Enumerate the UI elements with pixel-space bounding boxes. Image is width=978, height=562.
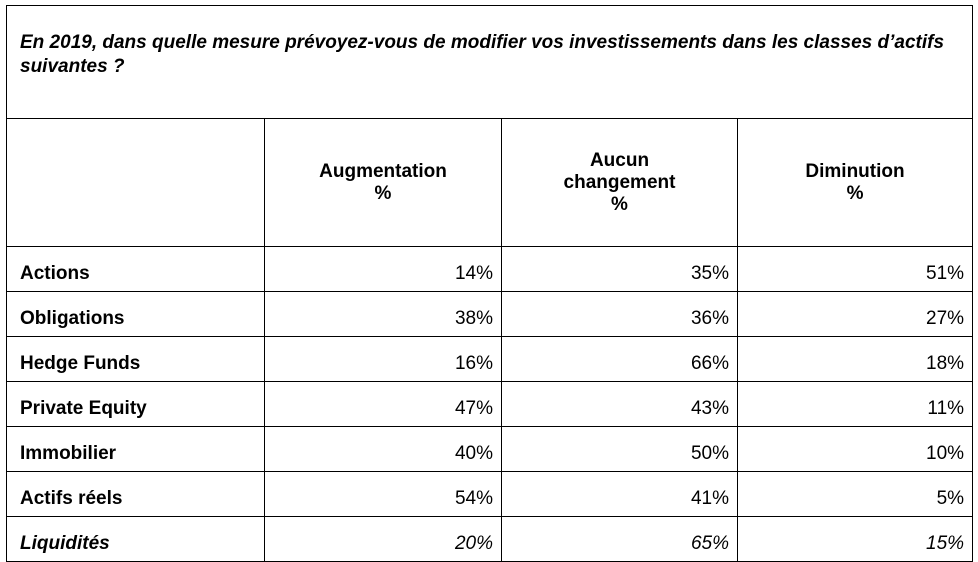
- table-row: [7, 247, 973, 292]
- row-label: Liquidités: [7, 517, 265, 562]
- row-label: Actifs réels: [7, 472, 265, 517]
- row-label: Immobilier: [7, 427, 265, 472]
- table-body: [7, 247, 973, 562]
- empty-header-cell: [7, 119, 265, 247]
- header-augmentation-unit: %: [374, 182, 392, 204]
- table-row: [7, 472, 973, 517]
- aucun-changement-value: 50%: [502, 427, 738, 472]
- aucun-changement-value: 41%: [502, 472, 738, 517]
- survey-table-container: [6, 5, 973, 554]
- aucun-changement-value: 65%: [502, 517, 738, 562]
- header-diminution: [738, 119, 973, 247]
- header-aucun-changement-unit: %: [611, 193, 628, 215]
- augmentation-value: 16%: [265, 337, 502, 382]
- diminution-value: 11%: [738, 382, 973, 427]
- aucun-changement-value: 66%: [502, 337, 738, 382]
- augmentation-value: 14%: [265, 247, 502, 292]
- question-cell: [7, 6, 973, 119]
- aucun-changement-value: 43%: [502, 382, 738, 427]
- augmentation-value: 40%: [265, 427, 502, 472]
- header-diminution-label: Diminution: [805, 160, 905, 182]
- table-row: [7, 517, 973, 562]
- question-row: [7, 6, 973, 119]
- augmentation-value: 54%: [265, 472, 502, 517]
- diminution-value: 18%: [738, 337, 973, 382]
- table-row: [7, 382, 973, 427]
- question-text: En 2019, dans quelle mesure prévoyez-vous de modifier vos investissements dans les classes d’actifs suivantes ?: [20, 32, 945, 77]
- aucun-changement-value: 36%: [502, 292, 738, 337]
- column-header-row: [7, 119, 973, 247]
- diminution-value: 15%: [738, 517, 973, 562]
- augmentation-value: 47%: [265, 382, 502, 427]
- header-augmentation: [265, 119, 502, 247]
- diminution-value: 51%: [738, 247, 973, 292]
- diminution-value: 10%: [738, 427, 973, 472]
- row-label: Actions: [7, 247, 265, 292]
- aucun-changement-value: 35%: [502, 247, 738, 292]
- table-row: [7, 427, 973, 472]
- row-label: Private Equity: [7, 382, 265, 427]
- diminution-value: 27%: [738, 292, 973, 337]
- diminution-value: 5%: [738, 472, 973, 517]
- header-augmentation-label: Augmentation: [319, 160, 447, 182]
- row-label: Hedge Funds: [7, 337, 265, 382]
- table-row: [7, 337, 973, 382]
- augmentation-value: 20%: [265, 517, 502, 562]
- header-diminution-unit: %: [846, 182, 864, 204]
- table-row: [7, 292, 973, 337]
- header-aucun-changement: [502, 119, 738, 247]
- asset-allocation-table: [6, 5, 973, 562]
- augmentation-value: 38%: [265, 292, 502, 337]
- row-label: Obligations: [7, 292, 265, 337]
- header-aucun-changement-label: Aucun changement: [563, 149, 676, 193]
